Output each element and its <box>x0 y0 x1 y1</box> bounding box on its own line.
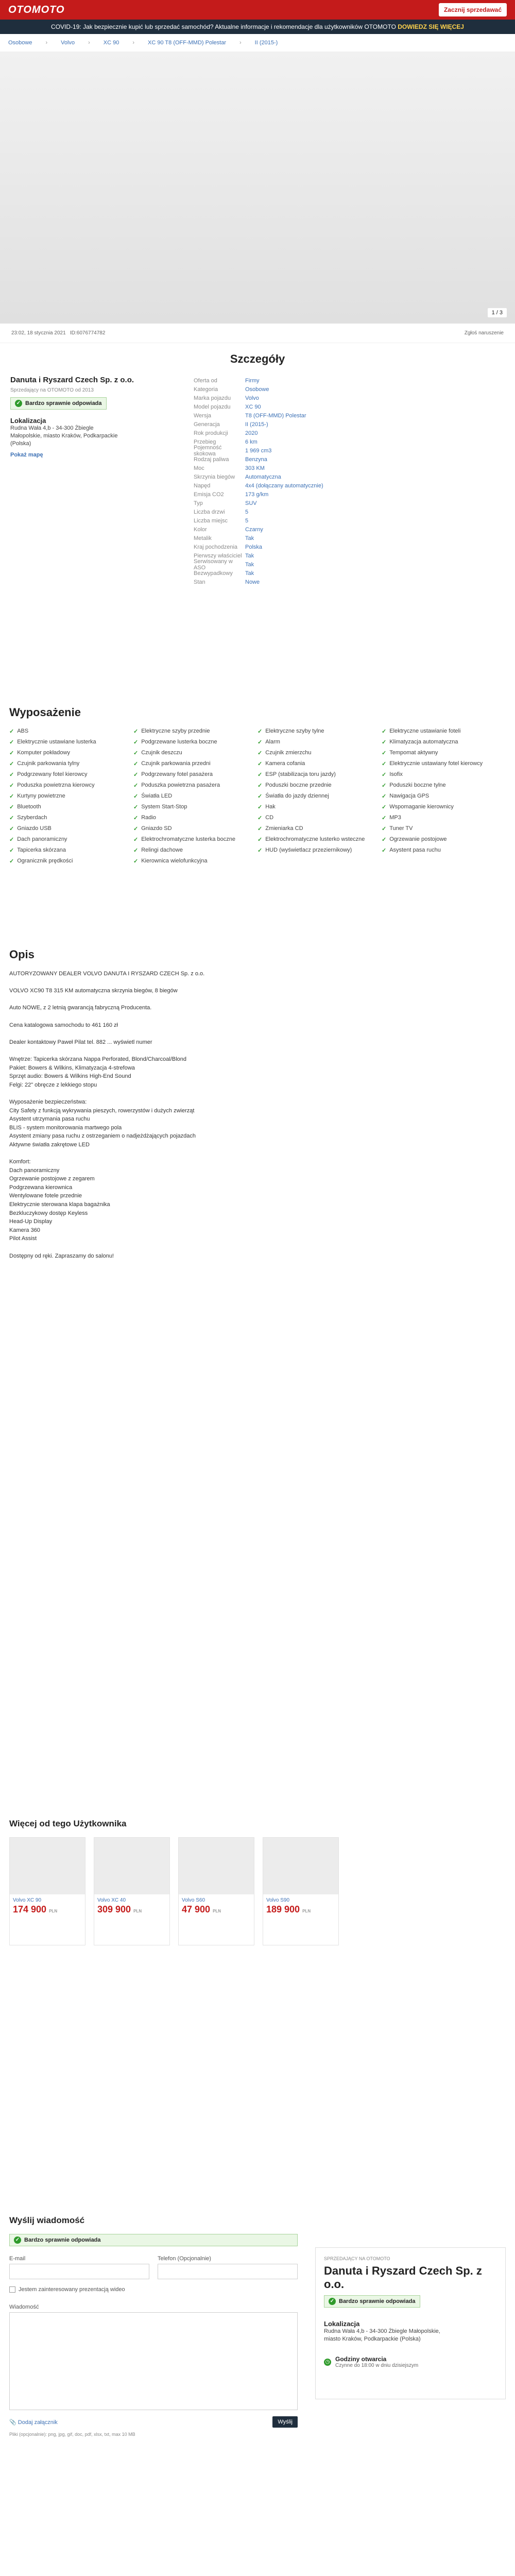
equipment-item: ✓ Tempomat aktywny <box>382 750 438 756</box>
card-price: 174 900 PLN <box>13 1904 58 1914</box>
param-value[interactable]: Benzyna <box>245 456 267 463</box>
param-value[interactable]: T8 (OFF-MMD) Polestar <box>245 412 306 419</box>
param-key: Przebieg <box>194 438 216 445</box>
seller-sidebar <box>315 2247 506 2399</box>
check-icon: ✓ <box>9 771 14 778</box>
video-consent-label: Jestem zainteresowany prezentacją wideo <box>19 2286 125 2293</box>
check-icon: ✓ <box>9 836 14 843</box>
phone-label: Telefon (Opcjonalnie) <box>158 2256 211 2262</box>
equipment-item: ✓ Zmieniarka CD <box>258 825 303 832</box>
equipment-item: ✓ MP3 <box>382 815 401 821</box>
check-icon: ✓ <box>382 836 387 843</box>
param-value[interactable]: Volvo <box>245 395 259 401</box>
check-icon: ✓ <box>9 858 14 865</box>
breadcrumb: Osobowe › Volvo › XC 90 › XC 90 T8 (OFF-MMD) Polestar › II (2015-) <box>8 40 278 46</box>
param-row <box>194 472 333 481</box>
equipment-item: ✓ Gniazdo SD <box>133 825 172 832</box>
check-icon: ✓ <box>133 771 139 778</box>
check-icon: ✓ <box>9 728 14 735</box>
check-icon: ✓ <box>382 847 387 854</box>
equipment-item: ✓ Dach panoramiczny <box>9 836 67 843</box>
equipment-item: ✓ Poduszki boczne tylne <box>382 782 446 789</box>
card-price: 189 900 PLN <box>266 1904 311 1914</box>
seller-label: SPRZEDAJĄCY NA OTOMOTO <box>324 2256 390 2261</box>
equipment-item: ✓ ABS <box>9 728 29 735</box>
equipment-item: ✓ Elektryczne ustawianie foteli <box>382 728 461 735</box>
equipment-item: ✓ Komputer pokładowy <box>9 750 70 756</box>
params-list <box>194 376 333 586</box>
param-key: Marka pojazdu <box>194 395 231 401</box>
param-value[interactable]: Nowe <box>245 579 260 585</box>
param-value[interactable]: 303 KM <box>245 465 265 471</box>
check-icon: ✓ <box>15 400 22 407</box>
covid-banner <box>0 20 515 34</box>
check-icon: ✓ <box>258 836 263 843</box>
card-title[interactable]: Volvo S60 <box>182 1897 205 1903</box>
equipment-item: ✓ Hak <box>258 804 276 810</box>
side-address: Rudna Wała 4,b - 34-300 Żbiegle Małopolskie, miasto Kraków, Podkarpackie (Polska) <box>324 2328 440 2342</box>
check-icon: ✓ <box>133 825 139 832</box>
param-key: Liczba miejsc <box>194 517 228 524</box>
check-icon: ✓ <box>258 804 263 810</box>
check-icon: ✓ <box>9 825 14 832</box>
param-value[interactable]: 5 <box>245 509 249 515</box>
param-value[interactable]: 173 g/km <box>245 491 269 498</box>
check-icon: ✓ <box>382 782 387 789</box>
param-value[interactable]: Tak <box>245 570 254 577</box>
attach-note: Pliki (opcjonalnie): png, jpg, gif, doc, pdf, xlsx, txt, max 10 MB <box>9 2432 135 2437</box>
message-textarea[interactable] <box>9 2312 298 2410</box>
breadcrumb-item[interactable]: XC 90 <box>103 40 119 46</box>
description-section <box>9 948 506 1260</box>
verified-badge: ✓ Bardzo sprawnie odpowiada <box>324 2295 420 2308</box>
check-icon: ✓ <box>258 750 263 756</box>
dealer-name[interactable]: Danuta i Ryszard Czech Sp. z o.o. <box>10 376 134 384</box>
equipment-item: ✓ Tapicerka skórzana <box>9 847 66 854</box>
dealer-since: Sprzedający na OTOMOTO od 2013 <box>10 387 94 393</box>
equipment-item: ✓ System Start-Stop <box>133 804 187 810</box>
param-key: Kraj pochodzenia <box>194 544 238 550</box>
otomoto-logo[interactable]: OTOMOTO <box>8 4 65 15</box>
equipment-item: ✓ Czujnik deszczu <box>133 750 182 756</box>
card-photo[interactable] <box>263 1838 338 1894</box>
equipment-item: ✓ Tuner TV <box>382 825 413 832</box>
param-key: Pierwszy właściciel <box>194 552 242 559</box>
listing-card[interactable] <box>9 1837 85 1945</box>
equipment-item: ✓ Światła do jazdy dziennej <box>258 793 329 800</box>
listing-date: 23:02, 18 stycznia 2021 <box>11 330 66 336</box>
equipment-item: ✓ Czujnik parkowania przedni <box>133 760 211 767</box>
check-icon: ✓ <box>133 858 139 865</box>
check-icon: ✓ <box>9 760 14 767</box>
check-icon: ✓ <box>382 815 387 821</box>
breadcrumb-item[interactable]: XC 90 T8 (OFF-MMD) Polestar <box>148 40 226 46</box>
card-photo[interactable] <box>10 1838 85 1894</box>
param-key: Kolor <box>194 526 207 533</box>
param-row <box>194 402 333 411</box>
dealer-box <box>10 375 165 458</box>
more-title: Więcej od tego Użytkownika <box>9 1819 127 1828</box>
paperclip-icon: 📎 <box>9 2419 18 2426</box>
equipment-item: ✓ Kurtyny powietrzne <box>9 793 65 800</box>
check-icon: ✓ <box>133 760 139 767</box>
param-key: Liczba drzwi <box>194 509 225 515</box>
listing-card[interactable] <box>263 1837 339 1945</box>
check-icon: ✓ <box>9 782 14 789</box>
param-key: Emisja CO2 <box>194 491 224 498</box>
param-value[interactable]: 1 969 cm3 <box>245 447 272 454</box>
param-value[interactable]: II (2015-) <box>245 421 268 428</box>
covid-link[interactable]: DOWIEDZ SIĘ WIĘCEJ <box>398 23 464 30</box>
verified-badge: ✓ Bardzo sprawnie odpowiada <box>9 2234 298 2246</box>
param-value[interactable]: Tak <box>245 552 254 559</box>
check-icon: ✓ <box>382 771 387 778</box>
equipment-item: ✓ Radio <box>133 815 156 821</box>
check-icon: ✓ <box>382 793 387 800</box>
equipment-item: ✓ Alarm <box>258 739 280 745</box>
check-icon: ✓ <box>133 836 139 843</box>
check-icon: ✓ <box>258 825 263 832</box>
param-row <box>194 376 333 385</box>
more-from-user <box>9 1819 506 1945</box>
check-icon: ✓ <box>9 750 14 756</box>
photo-counter: 1 / 3 <box>488 308 507 317</box>
card-price: 309 900 PLN <box>97 1904 142 1914</box>
param-value[interactable]: 2020 <box>245 430 258 436</box>
param-row <box>194 560 333 569</box>
equipment-item: ✓ Szyberdach <box>9 815 47 821</box>
param-key: Rodzaj paliwa <box>194 456 229 463</box>
param-value[interactable]: Polska <box>245 544 263 550</box>
param-row <box>194 446 333 455</box>
check-icon: ✓ <box>258 739 263 745</box>
equipment-item: ✓ Bluetooth <box>9 804 41 810</box>
param-key: Model pojazdu <box>194 403 231 410</box>
equipment-item: ✓ Podgrzewane lusterka boczne <box>133 739 217 745</box>
equipment-item: ✓ Asystent pasa ruchu <box>382 847 441 854</box>
param-row <box>194 420 333 429</box>
message-form <box>9 2215 298 2437</box>
check-icon: ✓ <box>133 782 139 789</box>
check-icon: ✓ <box>382 728 387 735</box>
check-icon: ✓ <box>9 739 14 745</box>
param-value[interactable]: Czarny <box>245 526 263 533</box>
details-section <box>0 343 515 663</box>
opening-hours-sub: Czynne do 18:00 w dniu dzisiejszym <box>335 2363 419 2368</box>
equipment-item: ✓ Podgrzewany fotel pasażera <box>133 771 213 778</box>
equipment-title: Wyposażenie <box>9 706 81 719</box>
param-row <box>194 464 333 472</box>
check-icon: ✓ <box>258 847 263 854</box>
check-icon: ✓ <box>329 2298 336 2305</box>
param-row <box>194 481 333 490</box>
check-icon: ✓ <box>133 815 139 821</box>
equipment-item: ✓ Elektryczne szyby tylne <box>258 728 324 735</box>
message-title: Wyślij wiadomość <box>9 2215 85 2225</box>
equipment-grid <box>9 726 506 866</box>
equipment-item: ✓ Czujnik parkowania tylny <box>9 760 80 767</box>
param-row <box>194 569 333 578</box>
equipment-item: ✓ Poduszka powietrzna pasażera <box>133 782 220 789</box>
listing-meta <box>0 324 515 343</box>
covid-text: COVID-19: Jak bezpiecznie kupić lub sprzedać samochód? Aktualne informacje i rekomendacje dla użytkowników OTOMOTO <box>51 23 396 30</box>
equipment-item: ✓ Elektrycznie ustawiany fotel kierowcy <box>382 760 483 767</box>
equipment-item: ✓ Poduszka powietrzna kierowcy <box>9 782 95 789</box>
check-icon: ✓ <box>9 847 14 854</box>
card-photo[interactable] <box>179 1838 254 1894</box>
param-key: Rok produkcji <box>194 430 228 436</box>
equipment-item: ✓ Światła LED <box>133 793 173 800</box>
details-title: Szczegóły <box>230 352 285 365</box>
equipment-item: ✓ ESP (stabilizacja toru jazdy) <box>258 771 336 778</box>
top-bar <box>0 0 515 20</box>
check-icon: ✓ <box>258 793 263 800</box>
equipment-item: ✓ Klimatyzacja automatyczna <box>382 739 458 745</box>
param-key: Generacja <box>194 421 220 428</box>
check-icon: ✓ <box>133 793 139 800</box>
check-icon: ✓ <box>258 728 263 735</box>
param-key: Oferta od <box>194 377 217 384</box>
param-key: Bezwypadkowy <box>194 570 233 577</box>
param-key: Pojemność skokowa <box>194 444 222 457</box>
equipment-item: ✓ Elektrycznie ustawiane lusterka <box>9 739 96 745</box>
card-title[interactable]: Volvo XC 40 <box>97 1897 126 1903</box>
clock-icon: ◷ <box>324 2359 331 2366</box>
check-icon: ✓ <box>9 793 14 800</box>
equipment-item: ✓ Podgrzewany fotel kierowcy <box>9 771 88 778</box>
check-icon: ✓ <box>382 804 387 810</box>
param-value[interactable]: Tak <box>245 561 254 568</box>
equipment-item: ✓ Elektrochromatyczne lusterko wsteczne <box>258 836 365 843</box>
equipment-item: ✓ Elektrochromatyczne lusterka boczne <box>133 836 236 843</box>
equipment-item: ✓ Elektryczne szyby przednie <box>133 728 210 735</box>
param-key: Napęd <box>194 482 211 489</box>
opening-hours[interactable]: Godziny otwarcia <box>335 2355 387 2363</box>
param-value[interactable]: Firmy <box>245 377 260 384</box>
check-icon: ✓ <box>258 782 263 789</box>
equipment-item: ✓ Ogrzewanie postojowe <box>382 836 447 843</box>
param-row <box>194 429 333 437</box>
param-value[interactable]: 6 km <box>245 438 258 445</box>
car-photo[interactable] <box>0 52 515 324</box>
check-icon: ✓ <box>382 739 387 745</box>
check-icon: ✓ <box>258 815 263 821</box>
breadcrumb-item[interactable]: Osobowe <box>8 40 32 46</box>
equipment-item: ✓ Kamera cofania <box>258 760 305 767</box>
param-value[interactable]: 5 <box>245 517 249 524</box>
description-title: Opis <box>9 948 35 961</box>
check-icon: ✓ <box>133 728 139 735</box>
param-key: Stan <box>194 579 205 585</box>
equipment-item: ✓ Wspomaganie kierownicy <box>382 804 454 810</box>
equipment-item: ✓ HUD (wyświetlacz przeziernikowy) <box>258 847 352 854</box>
side-location-title: Lokalizacja <box>324 2320 360 2328</box>
listing-id: ID:6076774782 <box>70 330 106 336</box>
breadcrumb-item[interactable]: Volvo <box>61 40 75 46</box>
equipment-item: ✓ Gniazdo USB <box>9 825 52 832</box>
video-checkbox[interactable] <box>9 2286 15 2293</box>
equipment-item: ✓ Nawigacja GPS <box>382 793 430 800</box>
card-price: 47 900 PLN <box>182 1904 221 1914</box>
param-key: Skrzynia biegów <box>194 473 235 480</box>
param-row <box>194 499 333 507</box>
equipment-item: ✓ CD <box>258 815 274 821</box>
param-row <box>194 455 333 464</box>
check-icon: ✓ <box>382 760 387 767</box>
param-value[interactable]: Automatyczna <box>245 473 281 480</box>
param-row <box>194 543 333 551</box>
param-key: Serwisowany w ASO <box>194 558 233 571</box>
param-row <box>194 578 333 586</box>
check-icon: ✓ <box>133 739 139 745</box>
param-row <box>194 394 333 402</box>
cards-row <box>9 1837 506 1945</box>
param-row <box>194 507 333 516</box>
description-text: AUTORYZOWANY DEALER VOLVO DANUTA I RYSZARD CZECH Sp. z o.o. VOLVO XC90 T8 315 KM automatyczna skrzynia biegów, 8 biegów Auto NOWE, z 2 letnią gwarancją fabryczną Producenta. Cena katalogowa samochodu to 461 160 zł Dealer kontaktowy Paweł Pilat tel. 882 ... wyświetl numer Wnętrze: Tapicerka skórzana Nappa Perforated, Blond/Charcoal/Blond Pakiet: Bowers & Wilkins, Klimatyzacja 4-strefowa Sprzęt audio: Bowers & Wilkins High-End Sound Felgi: 22" obręcze z lekkiego stopu Wyposażenie bezpieczeństwa: City Safety z funkcją wykrywania pieszych, rowerzystów i dużych zwierząt Asystent utrzymania pasa ruchu BLIS - system monitorowania martwego pola Asystent zmiany pasa ruchu z ostrzeganiem o nadjeżdżających pojazdach Aktywne światła zakrętowe LED Komfort: Dach panoramiczny Ogrzewanie postojowe z zegarem Podgrzewana kierownica Wentylowane fotele przednie Elektrycznie sterowana klapa bagażnika Bezkluczykowy dostęp Keyless Head-Up Display Kamera 360 Pilot Assist Dostępny od ręki. Zapraszamy do salonu! <box>9 971 205 1259</box>
seller-name[interactable]: Danuta i Ryszard Czech Sp. z o.o. <box>324 2264 482 2291</box>
card-title[interactable]: Volvo S90 <box>266 1897 290 1903</box>
equipment-item: ✓ Poduszki boczne przednie <box>258 782 332 789</box>
equipment-item: ✓ Czujnik zmierzchu <box>258 750 312 756</box>
param-row <box>194 490 333 499</box>
param-key: Kategoria <box>194 386 218 393</box>
check-icon: ✓ <box>9 804 14 810</box>
listing-card[interactable] <box>94 1837 170 1945</box>
param-value[interactable]: Osobowe <box>245 386 269 393</box>
param-key: Typ <box>194 500 203 506</box>
check-icon: ✓ <box>14 2236 21 2244</box>
param-row <box>194 385 333 394</box>
check-icon: ✓ <box>133 750 139 756</box>
param-row <box>194 516 333 525</box>
attach-link[interactable]: 📎 Dodaj załącznik <box>9 2419 58 2426</box>
report-link[interactable]: Zgłoś naruszenie <box>464 330 504 336</box>
equipment-item: ✓ Relingi dachowe <box>133 847 183 854</box>
check-icon: ✓ <box>258 760 263 767</box>
check-icon: ✓ <box>382 825 387 832</box>
check-icon: ✓ <box>9 815 14 821</box>
param-key: Metalik <box>194 535 212 541</box>
equipment-section <box>9 706 506 866</box>
param-key: Moc <box>194 465 204 471</box>
card-photo[interactable] <box>94 1838 169 1894</box>
check-icon: ✓ <box>258 771 263 778</box>
equipment-item: ✓ Kierownica wielofunkcyjna <box>133 858 208 865</box>
location-title: Lokalizacja <box>10 417 46 425</box>
check-icon: ✓ <box>133 804 139 810</box>
check-icon: ✓ <box>133 847 139 854</box>
listing-card[interactable] <box>178 1837 254 1945</box>
param-value[interactable]: Tak <box>245 535 254 541</box>
email-field[interactable] <box>9 2264 149 2279</box>
check-icon: ✓ <box>382 750 387 756</box>
start-selling-button[interactable]: Zacznij sprzedawać <box>439 3 507 16</box>
param-value[interactable]: 4x4 (dołączany automatycznie) <box>245 482 323 489</box>
verified-badge: ✓ Bardzo sprawnie odpowiada <box>10 397 107 410</box>
send-button[interactable]: Wyślij <box>272 2416 298 2428</box>
breadcrumb-item[interactable]: II (2015-) <box>254 40 278 46</box>
equipment-item: ✓ Isofix <box>382 771 403 778</box>
message-label: Wiadomość <box>9 2304 39 2310</box>
equipment-item: ✓ Ogranicznik prędkości <box>9 858 73 865</box>
location-address: Rudna Wała 4,b - 34-300 Żbiegle Małopolskie, miasto Kraków, Podkarpackie (Polska) <box>10 425 118 447</box>
email-label: E-mail <box>9 2256 26 2262</box>
param-key: Wersja <box>194 412 212 419</box>
param-row <box>194 525 333 534</box>
photo-gallery[interactable] <box>0 52 515 324</box>
param-value[interactable]: SUV <box>245 500 257 506</box>
card-title[interactable]: Volvo XC 90 <box>13 1897 42 1903</box>
param-row <box>194 411 333 420</box>
param-value[interactable]: XC 90 <box>245 403 261 410</box>
param-row <box>194 534 333 543</box>
phone-field[interactable] <box>158 2264 298 2279</box>
show-map-link[interactable]: Pokaż mapę <box>10 452 43 458</box>
